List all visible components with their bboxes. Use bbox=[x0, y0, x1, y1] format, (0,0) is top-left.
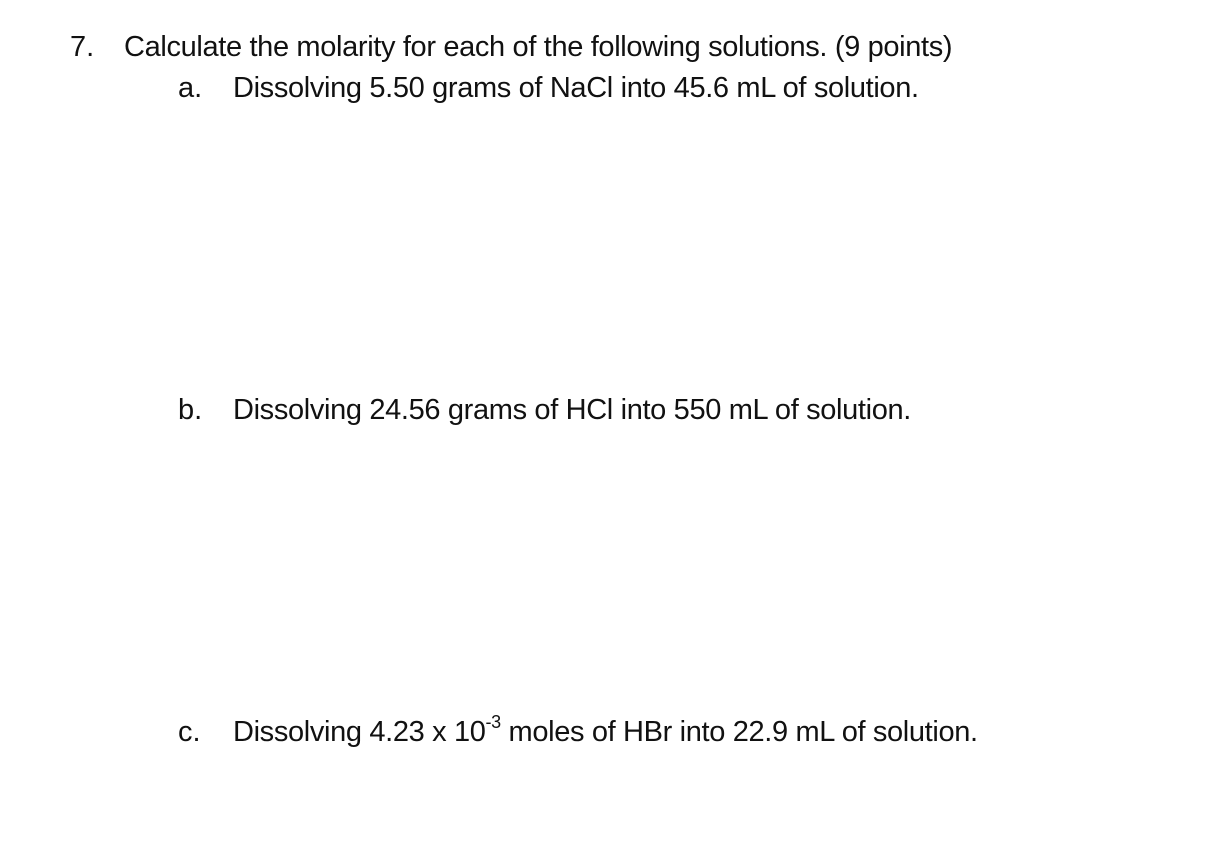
part-c-text bbox=[233, 713, 978, 751]
part-a-label: a. bbox=[178, 72, 203, 104]
question-prompt: Calculate the molarity for each of the following solutions. (9 points) bbox=[124, 31, 953, 63]
part-b-text: Dissolving 24.56 grams of HCl into 550 mL of solution. bbox=[233, 394, 911, 426]
part-c-exponent: -3 bbox=[485, 712, 501, 733]
part-c-label: c. bbox=[178, 716, 201, 748]
part-b-label: b. bbox=[178, 394, 203, 426]
question-number: 7. bbox=[70, 31, 95, 63]
part-c-text-before-exponent: Dissolving 4.23 x 10 bbox=[233, 716, 486, 748]
part-c-text-after-exponent: moles of HBr into 22.9 mL of solution. bbox=[500, 716, 978, 748]
part-a-text: Dissolving 5.50 grams of NaCl into 45.6 mL of solution. bbox=[233, 72, 919, 104]
